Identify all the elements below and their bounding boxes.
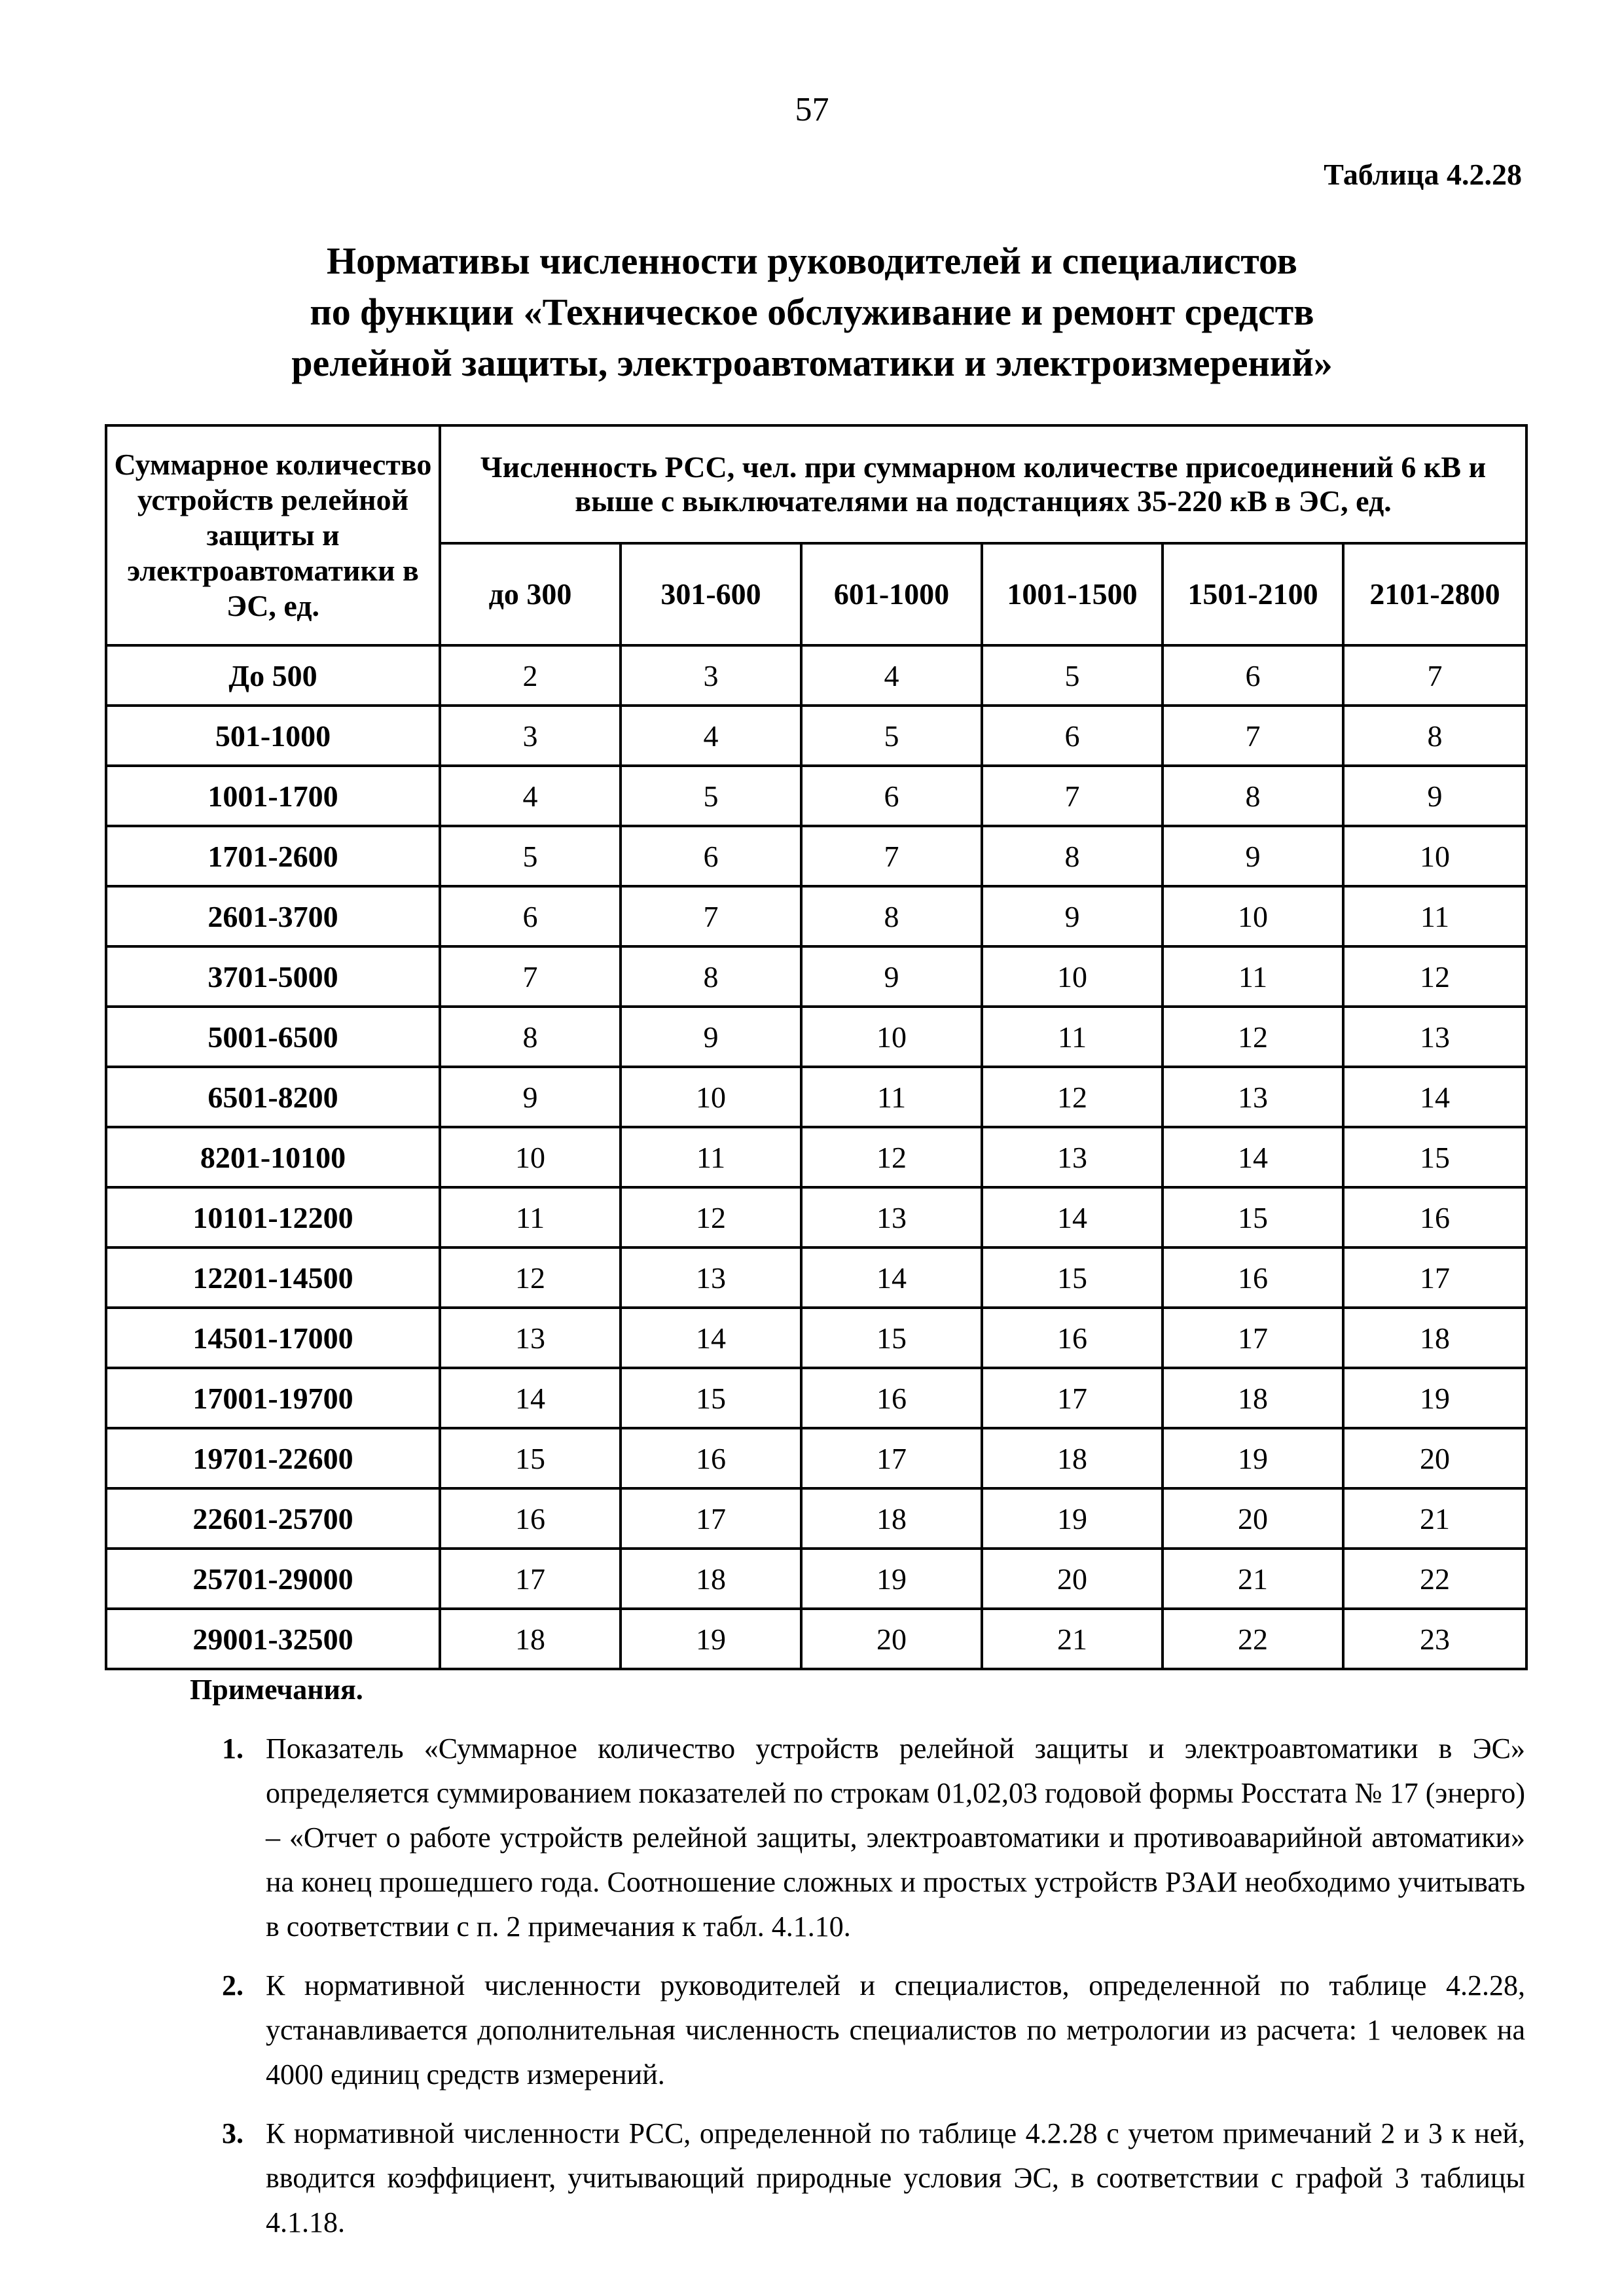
table-row bbox=[106, 1247, 1526, 1308]
value-cell: 7 bbox=[440, 946, 621, 1007]
value-cell: 9 bbox=[801, 946, 982, 1007]
document-title bbox=[98, 236, 1526, 389]
table-label: Таблица 4.2.28 bbox=[1324, 158, 1522, 191]
value-cell: 8 bbox=[1163, 766, 1343, 826]
value-cell: 15 bbox=[621, 1368, 801, 1428]
value-cell: 17 bbox=[1343, 1247, 1526, 1308]
value-cell: 11 bbox=[982, 1007, 1163, 1067]
table-body bbox=[106, 645, 1526, 1669]
note-text: Показатель «Суммарное количество устройств релейной защиты и электроавтоматики в ЭС» определяется суммированием показателей по строкам 01,02,03 годовой формы Росстата № 17 (энерго) – «Отчет о работе устройств релейной защиты, электроавтоматики и противоаварийной автоматики» на конец прошедшего года. Соотношение сложных и простых устройств РЗАИ необходимо учитывать в соответствии с п. 2 примечания к табл. 4.1.10. bbox=[266, 1732, 1525, 1943]
value-cell: 22 bbox=[1343, 1549, 1526, 1609]
value-cell: 11 bbox=[1163, 946, 1343, 1007]
value-cell: 19 bbox=[621, 1609, 801, 1669]
value-cell: 12 bbox=[621, 1187, 801, 1247]
value-cell: 3 bbox=[621, 645, 801, 706]
value-cell: 6 bbox=[801, 766, 982, 826]
value-cell: 18 bbox=[801, 1488, 982, 1549]
value-cell: 10 bbox=[1343, 826, 1526, 886]
value-cell: 10 bbox=[801, 1007, 982, 1067]
table-row bbox=[106, 1007, 1526, 1067]
value-cell: 11 bbox=[621, 1127, 801, 1187]
row-range-cell: 5001-6500 bbox=[106, 1007, 440, 1067]
row-range-cell: 2601-3700 bbox=[106, 886, 440, 946]
value-cell: 9 bbox=[982, 886, 1163, 946]
value-cell: 16 bbox=[440, 1488, 621, 1549]
row-range-cell: До 500 bbox=[106, 645, 440, 706]
value-cell: 11 bbox=[801, 1067, 982, 1127]
value-cell: 22 bbox=[1163, 1609, 1343, 1669]
column-header: 601-1000 bbox=[801, 543, 982, 645]
value-cell: 12 bbox=[1343, 946, 1526, 1007]
title-line: по функции «Техническое обслуживание и ремонт средств bbox=[310, 291, 1314, 333]
value-cell: 17 bbox=[982, 1368, 1163, 1428]
value-cell: 17 bbox=[621, 1488, 801, 1549]
table-row bbox=[106, 1308, 1526, 1368]
value-cell: 4 bbox=[621, 706, 801, 766]
column-header: 1501-2100 bbox=[1163, 543, 1343, 645]
note-item bbox=[105, 2111, 1525, 2245]
table-row bbox=[106, 826, 1526, 886]
value-cell: 5 bbox=[801, 706, 982, 766]
table-row bbox=[106, 1368, 1526, 1428]
note-text: К нормативной численности руководителей и специалистов, определенной по таблице 4.2.28, устанавливается дополнительная численность специалистов по метрологии из расчета: 1 человек на 4000 единиц средств измерений. bbox=[266, 1969, 1525, 2090]
note-number: 2. bbox=[222, 1969, 244, 2001]
row-range-cell: 8201-10100 bbox=[106, 1127, 440, 1187]
note-text: К нормативной численности РСС, определенной по таблице 4.2.28 с учетом примечаний 2 и 3 к ней, вводится коэффициент, учитывающий природные условия ЭС, в соответствии с графой 3 таблицы 4.1.18. bbox=[266, 2117, 1525, 2238]
table-row bbox=[106, 645, 1526, 706]
value-cell: 15 bbox=[440, 1428, 621, 1488]
value-cell: 16 bbox=[982, 1308, 1163, 1368]
value-cell: 5 bbox=[621, 766, 801, 826]
value-cell: 21 bbox=[982, 1609, 1163, 1669]
value-cell: 13 bbox=[982, 1127, 1163, 1187]
row-header-cell: Суммарное количество устройств релейной защиты и электроавтоматики в ЭС, ед. bbox=[106, 425, 440, 645]
value-cell: 15 bbox=[801, 1308, 982, 1368]
value-cell: 7 bbox=[1343, 645, 1526, 706]
value-cell: 19 bbox=[1163, 1428, 1343, 1488]
row-range-cell: 1701-2600 bbox=[106, 826, 440, 886]
value-cell: 21 bbox=[1343, 1488, 1526, 1549]
value-cell: 5 bbox=[982, 645, 1163, 706]
value-cell: 11 bbox=[1343, 886, 1526, 946]
value-cell: 6 bbox=[982, 706, 1163, 766]
row-range-cell: 25701-29000 bbox=[106, 1549, 440, 1609]
value-cell: 19 bbox=[982, 1488, 1163, 1549]
notes-title: Примечания. bbox=[190, 1674, 363, 1706]
value-cell: 21 bbox=[1163, 1549, 1343, 1609]
value-cell: 6 bbox=[440, 886, 621, 946]
title-line: Нормативы численности руководителей и специалистов bbox=[327, 240, 1297, 282]
norms-table bbox=[105, 424, 1528, 1670]
value-cell: 8 bbox=[1343, 706, 1526, 766]
value-cell: 19 bbox=[801, 1549, 982, 1609]
column-header: 2101-2800 bbox=[1343, 543, 1526, 645]
table-row bbox=[106, 1549, 1526, 1609]
column-header: 301-600 bbox=[621, 543, 801, 645]
value-cell: 12 bbox=[1163, 1007, 1343, 1067]
value-cell: 17 bbox=[440, 1549, 621, 1609]
value-cell: 18 bbox=[621, 1549, 801, 1609]
value-cell: 13 bbox=[801, 1187, 982, 1247]
value-cell: 14 bbox=[1343, 1067, 1526, 1127]
value-cell: 18 bbox=[1343, 1308, 1526, 1368]
value-cell: 3 bbox=[440, 706, 621, 766]
value-cell: 16 bbox=[1343, 1187, 1526, 1247]
group-header-cell: Численность РСС, чел. при суммарном количестве присоединений 6 кВ и выше с выключателями на подстанциях 35-220 кВ в ЭС, ед. bbox=[440, 425, 1526, 543]
value-cell: 15 bbox=[982, 1247, 1163, 1308]
row-range-cell: 1001-1700 bbox=[106, 766, 440, 826]
table-row bbox=[106, 1609, 1526, 1669]
value-cell: 9 bbox=[1343, 766, 1526, 826]
row-range-cell: 22601-25700 bbox=[106, 1488, 440, 1549]
value-cell: 20 bbox=[1343, 1428, 1526, 1488]
value-cell: 13 bbox=[440, 1308, 621, 1368]
value-cell: 6 bbox=[1163, 645, 1343, 706]
note-item bbox=[105, 1727, 1525, 1949]
value-cell: 14 bbox=[1163, 1127, 1343, 1187]
value-cell: 13 bbox=[1163, 1067, 1343, 1127]
value-cell: 11 bbox=[440, 1187, 621, 1247]
row-range-cell: 12201-14500 bbox=[106, 1247, 440, 1308]
row-range-cell: 501-1000 bbox=[106, 706, 440, 766]
value-cell: 16 bbox=[621, 1428, 801, 1488]
value-cell: 8 bbox=[801, 886, 982, 946]
value-cell: 7 bbox=[621, 886, 801, 946]
value-cell: 20 bbox=[982, 1549, 1163, 1609]
value-cell: 8 bbox=[440, 1007, 621, 1067]
value-cell: 7 bbox=[801, 826, 982, 886]
value-cell: 8 bbox=[621, 946, 801, 1007]
value-cell: 10 bbox=[982, 946, 1163, 1007]
table-row bbox=[106, 1067, 1526, 1127]
value-cell: 12 bbox=[440, 1247, 621, 1308]
value-cell: 12 bbox=[982, 1067, 1163, 1127]
table-row bbox=[106, 1127, 1526, 1187]
value-cell: 7 bbox=[1163, 706, 1343, 766]
table-row bbox=[106, 1187, 1526, 1247]
column-header: 1001-1500 bbox=[982, 543, 1163, 645]
row-range-cell: 19701-22600 bbox=[106, 1428, 440, 1488]
note-number: 3. bbox=[222, 2117, 244, 2149]
value-cell: 15 bbox=[1163, 1187, 1343, 1247]
value-cell: 8 bbox=[982, 826, 1163, 886]
value-cell: 7 bbox=[982, 766, 1163, 826]
value-cell: 15 bbox=[1343, 1127, 1526, 1187]
value-cell: 9 bbox=[1163, 826, 1343, 886]
value-cell: 4 bbox=[801, 645, 982, 706]
row-range-cell: 3701-5000 bbox=[106, 946, 440, 1007]
value-cell: 10 bbox=[621, 1067, 801, 1127]
row-range-cell: 17001-19700 bbox=[106, 1368, 440, 1428]
value-cell: 14 bbox=[982, 1187, 1163, 1247]
value-cell: 18 bbox=[982, 1428, 1163, 1488]
table-row bbox=[106, 1428, 1526, 1488]
row-range-cell: 14501-17000 bbox=[106, 1308, 440, 1368]
value-cell: 19 bbox=[1343, 1368, 1526, 1428]
page-number: 57 bbox=[795, 91, 829, 128]
value-cell: 20 bbox=[801, 1609, 982, 1669]
value-cell: 20 bbox=[1163, 1488, 1343, 1549]
row-range-cell: 6501-8200 bbox=[106, 1067, 440, 1127]
row-range-cell: 29001-32500 bbox=[106, 1609, 440, 1669]
value-cell: 2 bbox=[440, 645, 621, 706]
value-cell: 9 bbox=[440, 1067, 621, 1127]
value-cell: 9 bbox=[621, 1007, 801, 1067]
table-row bbox=[106, 886, 1526, 946]
title-line: релейной защиты, электроавтоматики и электроизмерений» bbox=[291, 342, 1333, 384]
value-cell: 23 bbox=[1343, 1609, 1526, 1669]
value-cell: 13 bbox=[621, 1247, 801, 1308]
table-row bbox=[106, 1488, 1526, 1549]
note-item bbox=[105, 1964, 1525, 2097]
value-cell: 5 bbox=[440, 826, 621, 886]
value-cell: 12 bbox=[801, 1127, 982, 1187]
table-row bbox=[106, 946, 1526, 1007]
value-cell: 10 bbox=[440, 1127, 621, 1187]
value-cell: 4 bbox=[440, 766, 621, 826]
row-range-cell: 10101-12200 bbox=[106, 1187, 440, 1247]
value-cell: 10 bbox=[1163, 886, 1343, 946]
table-row bbox=[106, 706, 1526, 766]
value-cell: 14 bbox=[801, 1247, 982, 1308]
value-cell: 13 bbox=[1343, 1007, 1526, 1067]
value-cell: 18 bbox=[1163, 1368, 1343, 1428]
column-header: до 300 bbox=[440, 543, 621, 645]
value-cell: 16 bbox=[1163, 1247, 1343, 1308]
value-cell: 16 bbox=[801, 1368, 982, 1428]
value-cell: 18 bbox=[440, 1609, 621, 1669]
table-row bbox=[106, 766, 1526, 826]
value-cell: 6 bbox=[621, 826, 801, 886]
value-cell: 14 bbox=[621, 1308, 801, 1368]
note-number: 1. bbox=[222, 1732, 244, 1765]
value-cell: 17 bbox=[801, 1428, 982, 1488]
value-cell: 17 bbox=[1163, 1308, 1343, 1368]
notes-section bbox=[105, 1668, 1525, 2245]
value-cell: 14 bbox=[440, 1368, 621, 1428]
